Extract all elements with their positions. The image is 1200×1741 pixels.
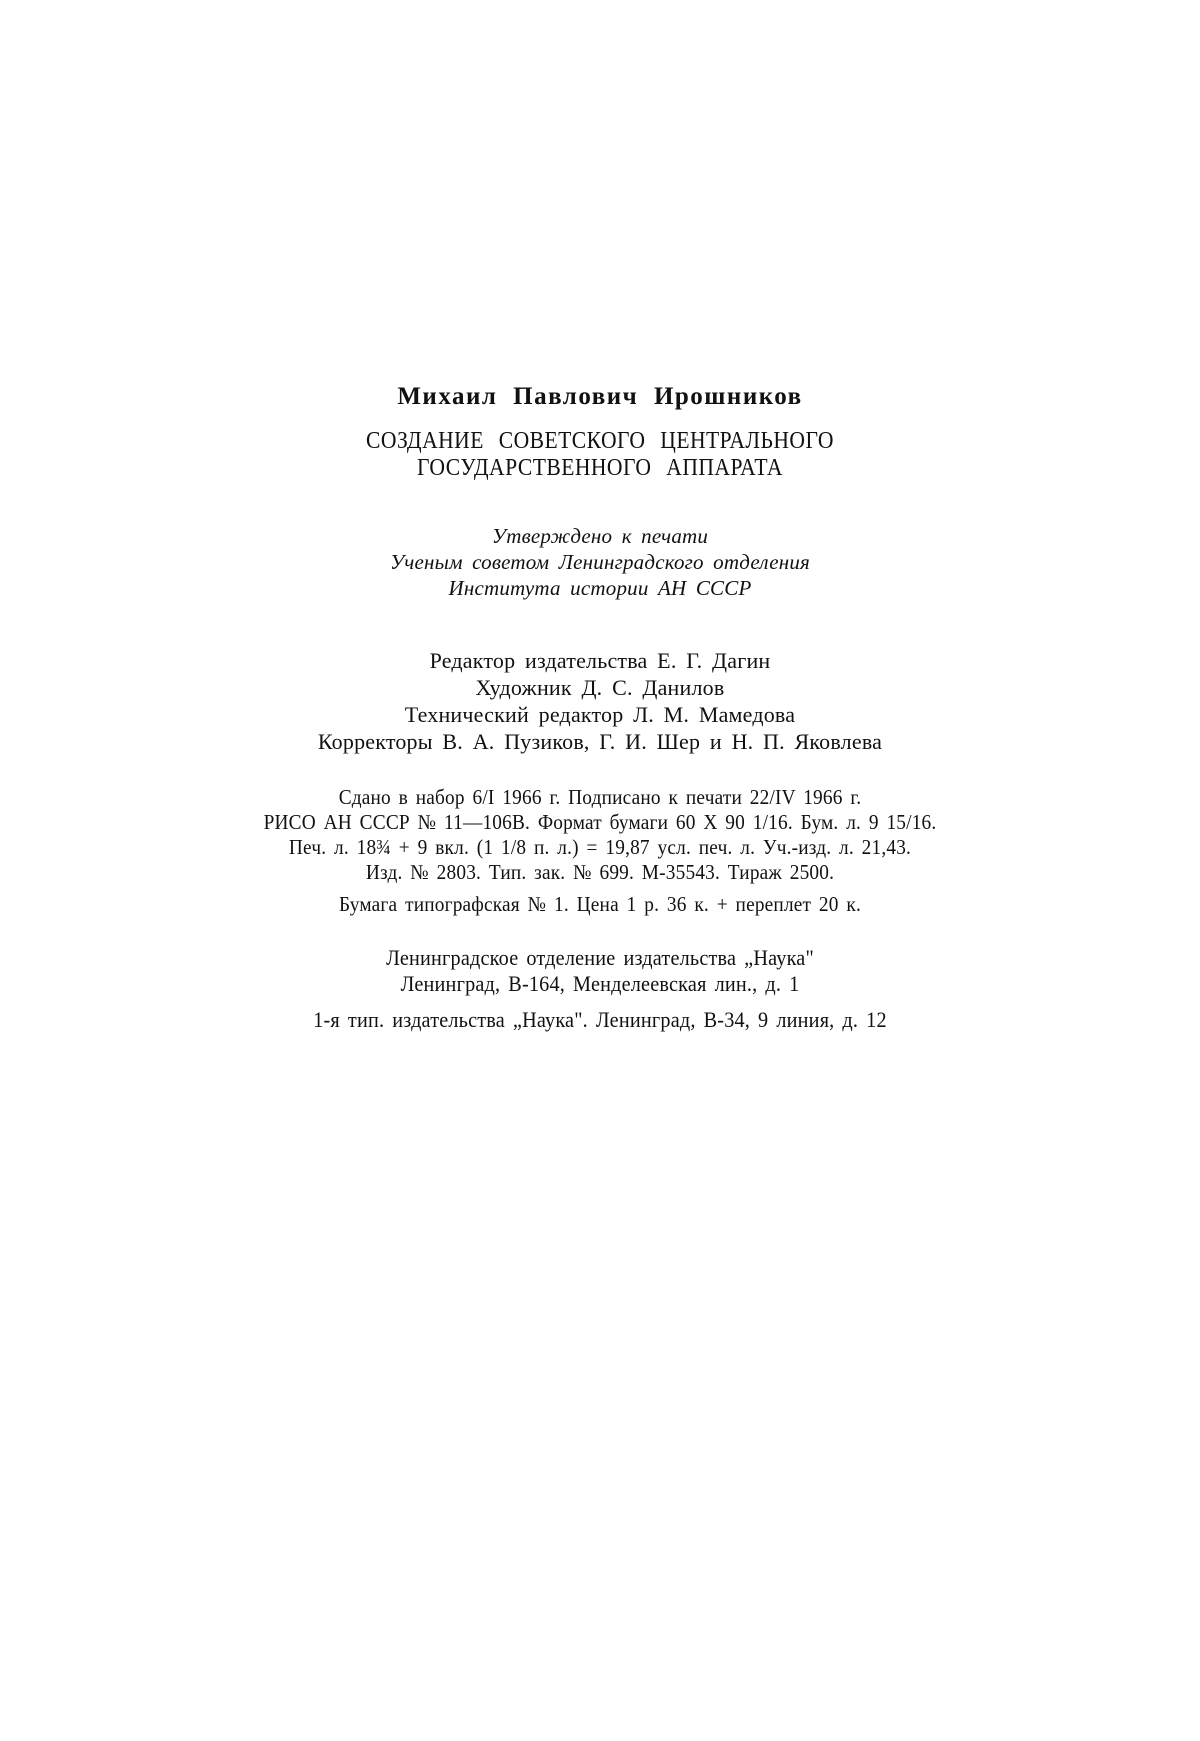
imprint-line-2: РИСО АН СССР № 11—106В. Формат бумаги 60 X 90 1/16. Бум. л. 9 15/16.: [263, 810, 937, 834]
editor-credit: Редактор издательства Е. Г. Дагин: [429, 648, 771, 673]
imprint-line-3: Печ. л. 18¾ + 9 вкл. (1 1/8 п. л.) = 19,87 усл. печ. л. Уч.-изд. л. 21,43.: [288, 835, 912, 859]
artist-credit: Художник Д. С. Данилов: [475, 675, 725, 700]
publisher-line-1: Ленинградское отделение издательства „Наука": [386, 945, 814, 970]
approval-line-3: Института истории АН СССР: [448, 576, 752, 600]
approval-line-2: Ученым советом Ленинградского отделения: [389, 550, 811, 574]
imprint-line-1: Сдано в набор 6/I 1966 г. Подписано к печати 22/IV 1966 г.: [338, 785, 862, 809]
author-name: Михаил Павлович Ирошников: [397, 383, 803, 410]
publisher-address: Ленинград, В-164, Менделеевская лин., д. 1: [400, 971, 800, 996]
imprint-line-4: Изд. № 2803. Тип. зак. № 699. М-35543. Тираж 2500.: [365, 860, 835, 884]
printer-line: 1-я тип. издательства „Наука". Ленинград, В-34, 9 линия, д. 12: [313, 1007, 887, 1032]
approval-line-1: Утверждено к печати: [491, 524, 709, 548]
book-title-line-2: ГОСУДАРСТВЕННОГО АППАРАТА: [417, 455, 783, 481]
proofreaders-credit: Корректоры В. А. Пузиков, Г. И. Шер и Н. П. Яковлева: [317, 729, 883, 754]
imprint-line-5: Бумага типографская № 1. Цена 1 р. 36 к. + переплет 20 к.: [339, 892, 861, 916]
technical-editor-credit: Технический редактор Л. М. Мамедова: [404, 702, 796, 727]
book-title-line-1: СОЗДАНИЕ СОВЕТСКОГО ЦЕНТРАЛЬНОГО: [366, 428, 834, 454]
